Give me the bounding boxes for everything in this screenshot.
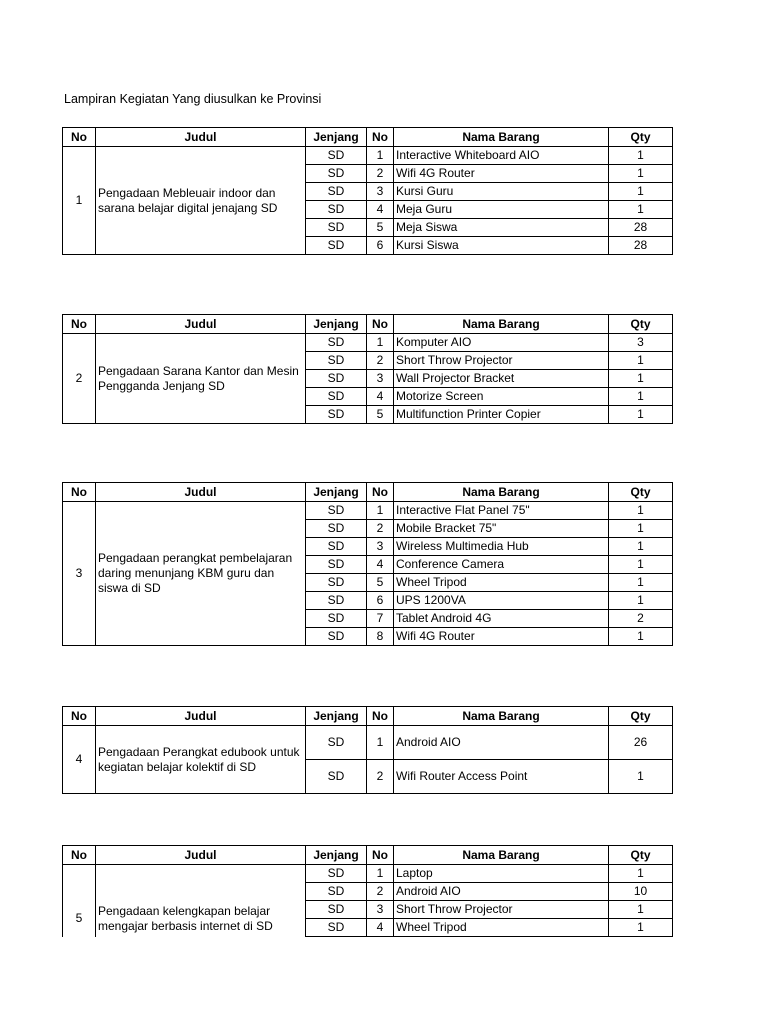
qty-cell: 1 [609,592,673,610]
item-name-cell: Laptop [394,865,609,883]
qty-cell: 1 [609,406,673,424]
qty-cell: 1 [609,183,673,201]
item-number-cell: 2 [367,520,394,538]
item-name-cell: Kursi Guru [394,183,609,201]
item-number-cell: 1 [367,865,394,883]
item-name-cell: Wifi 4G Router [394,628,609,646]
qty-cell: 1 [609,865,673,883]
qty-cell: 1 [609,370,673,388]
jenjang-cell: SD [306,726,367,760]
activity-title: Pengadaan Mebleuair indoor dan sarana belajar digital jenajang SD [96,147,306,255]
nama-barang-header: Nama Barang [394,707,609,726]
item-name-cell: Motorize Screen [394,388,609,406]
nama-barang-header: Nama Barang [394,128,609,147]
jenjang-cell: SD [306,370,367,388]
qty-cell: 1 [609,147,673,165]
item-name-cell: Wall Projector Bracket [394,370,609,388]
empty-cell [367,937,394,938]
activity-number: 3 [63,502,96,646]
jenjang-cell: SD [306,610,367,628]
jenjang-cell: SD [306,574,367,592]
qty-cell: 1 [609,901,673,919]
jenjang-header: Jenjang [306,483,367,502]
jenjang-cell: SD [306,201,367,219]
item-row [63,865,673,883]
item-number-cell: 4 [367,556,394,574]
qty-cell: 26 [609,726,673,760]
no-header: No [63,846,96,865]
jenjang-cell: SD [306,520,367,538]
qty-header: Qty [609,315,673,334]
qty-cell: 1 [609,201,673,219]
jenjang-cell: SD [306,165,367,183]
qty-cell: 1 [609,538,673,556]
qty-cell: 1 [609,520,673,538]
jenjang-header: Jenjang [306,846,367,865]
jenjang-header: Jenjang [306,315,367,334]
qty-cell: 1 [609,760,673,794]
jenjang-cell: SD [306,406,367,424]
activity-title: Pengadaan perangkat pembelajaran daring menunjang KBM guru dan siswa di SD [96,502,306,646]
qty-cell: 2 [609,610,673,628]
activity-number: 4 [63,726,96,794]
item-number-cell: 5 [367,574,394,592]
jenjang-cell: SD [306,556,367,574]
activity-number: 5 [63,865,96,938]
item-number-cell: 1 [367,502,394,520]
jenjang-header: Jenjang [306,128,367,147]
item-name-cell: Android AIO [394,726,609,760]
qty-cell: 28 [609,219,673,237]
nama-barang-header: Nama Barang [394,315,609,334]
no-header: No [63,707,96,726]
judul-header: Judul [96,315,306,334]
item-name-cell: Wheel Tripod [394,919,609,937]
activity-title: Pengadaan Sarana Kantor dan Mesin Pengganda Jenjang SD [96,334,306,424]
qty-cell: 1 [609,574,673,592]
item-name-cell: Short Throw Projector [394,901,609,919]
qty-header: Qty [609,846,673,865]
activity-title: Pengadaan kelengkapan belajar mengajar berbasis internet di SD [96,865,306,938]
jenjang-cell: SD [306,147,367,165]
item-number-cell: 1 [367,334,394,352]
no-header: No [63,483,96,502]
judul-header: Judul [96,846,306,865]
qty-header: Qty [609,707,673,726]
activity-number: 2 [63,334,96,424]
qty-cell: 1 [609,628,673,646]
header-row [63,846,673,865]
activity-title: Pengadaan Perangkat edubook untuk kegiatan belajar kolektif di SD [96,726,306,794]
qty-cell: 10 [609,883,673,901]
item-number-cell: 2 [367,165,394,183]
item-number-cell: 2 [367,883,394,901]
judul-header: Judul [96,483,306,502]
item-name-cell: Multifunction Printer Copier [394,406,609,424]
jenjang-cell: SD [306,628,367,646]
item-number-cell: 4 [367,919,394,937]
qty-cell: 1 [609,352,673,370]
empty-cell [306,937,367,938]
item-number-cell: 3 [367,538,394,556]
item-name-cell: Kursi Siswa [394,237,609,255]
item-name-cell: Wifi Router Access Point [394,760,609,794]
activity-table-5 [62,845,673,937]
jenjang-cell: SD [306,219,367,237]
jenjang-cell: SD [306,388,367,406]
item-number-cell: 3 [367,370,394,388]
jenjang-cell: SD [306,502,367,520]
item-number-cell: 1 [367,726,394,760]
no-header: No [63,315,96,334]
jenjang-cell: SD [306,592,367,610]
item-no-header: No [367,315,394,334]
item-name-cell: Interactive Whiteboard AIO [394,147,609,165]
jenjang-cell: SD [306,919,367,937]
jenjang-cell: SD [306,183,367,201]
judul-header: Judul [96,128,306,147]
no-header: No [63,128,96,147]
empty-cell [394,937,609,938]
item-number-cell: 4 [367,388,394,406]
nama-barang-header: Nama Barang [394,483,609,502]
qty-cell: 1 [609,919,673,937]
item-no-header: No [367,707,394,726]
item-name-cell: Wifi 4G Router [394,165,609,183]
qty-cell: 1 [609,502,673,520]
item-name-cell: Wheel Tripod [394,574,609,592]
qty-header: Qty [609,128,673,147]
jenjang-header: Jenjang [306,707,367,726]
nama-barang-header: Nama Barang [394,846,609,865]
item-number-cell: 1 [367,147,394,165]
item-name-cell: Conference Camera [394,556,609,574]
page-title: Lampiran Kegiatan Yang diusulkan ke Provinsi [64,92,322,106]
empty-cell [609,937,673,938]
item-name-cell: Tablet Android 4G [394,610,609,628]
jenjang-cell: SD [306,334,367,352]
item-name-cell: Meja Guru [394,201,609,219]
qty-cell: 28 [609,237,673,255]
item-number-cell: 8 [367,628,394,646]
qty-cell: 1 [609,165,673,183]
jenjang-cell: SD [306,760,367,794]
jenjang-cell: SD [306,901,367,919]
item-number-cell: 6 [367,237,394,255]
item-number-cell: 3 [367,183,394,201]
jenjang-cell: SD [306,865,367,883]
qty-cell: 1 [609,388,673,406]
judul-header: Judul [96,707,306,726]
item-number-cell: 2 [367,352,394,370]
item-number-cell: 4 [367,201,394,219]
activity-number: 1 [63,147,96,255]
item-name-cell: Interactive Flat Panel 75" [394,502,609,520]
item-no-header: No [367,128,394,147]
jenjang-cell: SD [306,237,367,255]
item-name-cell: Komputer AIO [394,334,609,352]
item-number-cell: 5 [367,406,394,424]
item-name-cell: Short Throw Projector [394,352,609,370]
item-number-cell: 3 [367,901,394,919]
jenjang-cell: SD [306,352,367,370]
qty-cell: 3 [609,334,673,352]
item-number-cell: 5 [367,219,394,237]
item-name-cell: UPS 1200VA [394,592,609,610]
item-name-cell: Wireless Multimedia Hub [394,538,609,556]
item-name-cell: Android AIO [394,883,609,901]
item-no-header: No [367,483,394,502]
item-number-cell: 7 [367,610,394,628]
item-number-cell: 2 [367,760,394,794]
jenjang-cell: SD [306,538,367,556]
jenjang-cell: SD [306,883,367,901]
qty-header: Qty [609,483,673,502]
item-no-header: No [367,846,394,865]
item-number-cell: 6 [367,592,394,610]
item-name-cell: Mobile Bracket 75" [394,520,609,538]
item-name-cell: Meja Siswa [394,219,609,237]
qty-cell: 1 [609,556,673,574]
